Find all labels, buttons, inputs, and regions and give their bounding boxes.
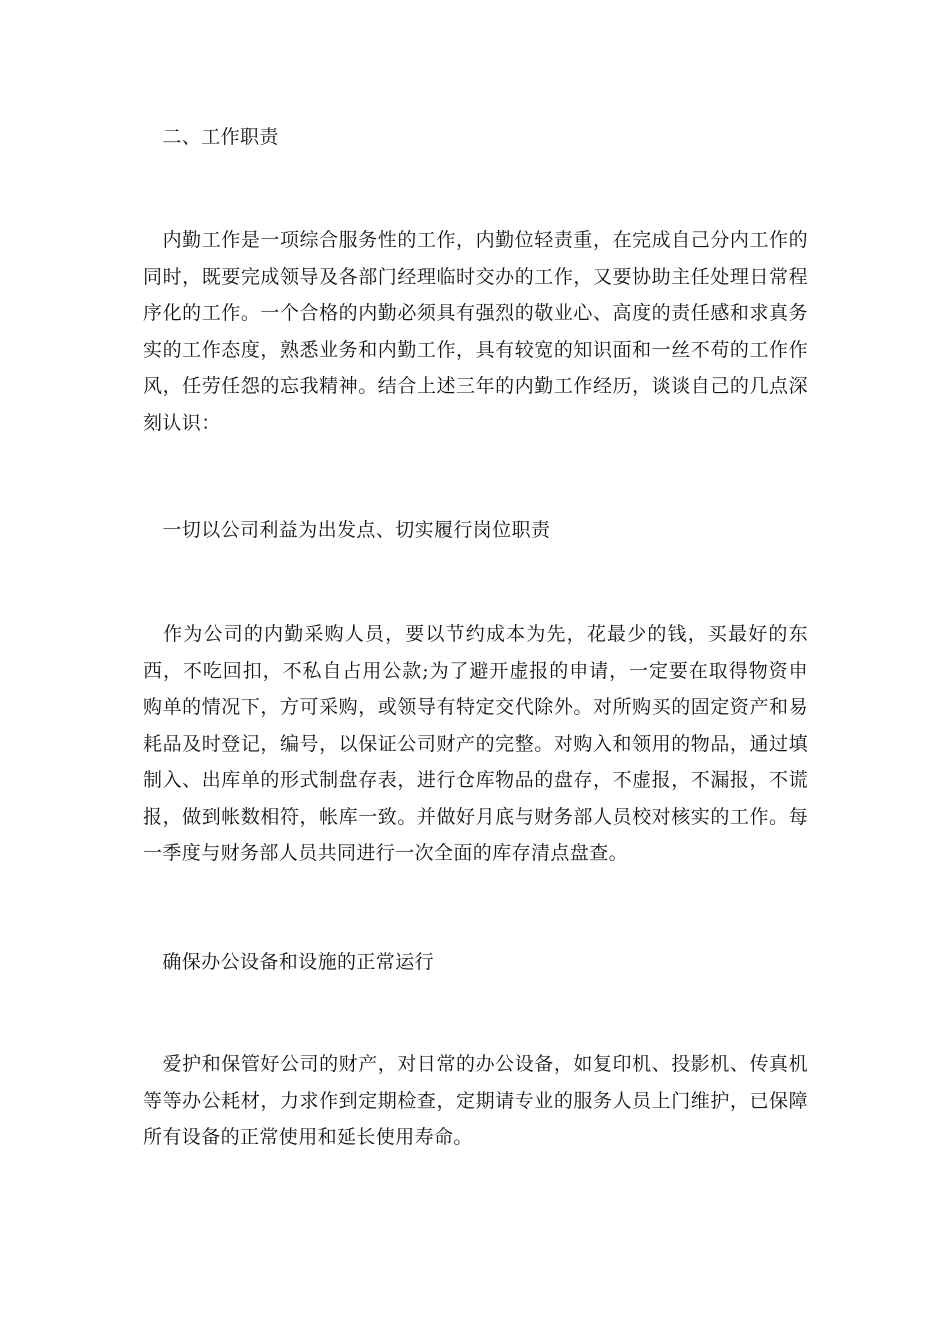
intro-paragraph: 内勤工作是一项综合服务性的工作，内勤位轻责重，在完成自己分内工作的同时，既要完成领导及各部门经理临时交办的工作，又要协助主任处理日常程序化的工作。一个合格的内勤必须具有强烈的敬业心、高度的责任感和求真务实的工作态度，熟悉业务和内勤工作，具有较宽的知识面和一丝不苟的工作作风，任劳任怨的忘我精神。结合上述三年的内勤工作经历，谈谈自己的几点深刻认识：	[143, 229, 808, 434]
paragraph-procurement: 作为公司的内勤采购人员，要以节约成本为先，花最少的钱，买最好的东西，不吃回扣，不私自占用公款;为了避开虚报的申请，一定要在取得物资申购单的情况下，方可采购，或领导有特定交代除外。对所购买的固定资产和易耗品及时登记，编号，以保证公司财产的完整。对购入和领用的物品，通过填制入、出库单的形式制盘存表，进行仓库物品的盘存，不虚报，不漏报，不谎报，做到帐数相符，帐库一致。并做好月底与财务部人员校对核实的工作。每一季度与财务部人员共同进行一次全面的库存清点盘查。	[143, 623, 808, 864]
subheading-company-interest: 一切以公司利益为出发点、切实履行岗位职责	[143, 519, 551, 541]
section-title: 二、工作职责	[143, 126, 279, 148]
subheading-office-equipment: 确保办公设备和设施的正常运行	[143, 951, 435, 973]
paragraph-equipment-maintenance: 爱护和保管好公司的财产，对日常的办公设备，如复印机、投影机、传真机等等办公耗材，力求作到定期检查，定期请专业的服务人员上门维护，已保障所有设备的正常使用和延长使用寿命。	[143, 1053, 808, 1148]
